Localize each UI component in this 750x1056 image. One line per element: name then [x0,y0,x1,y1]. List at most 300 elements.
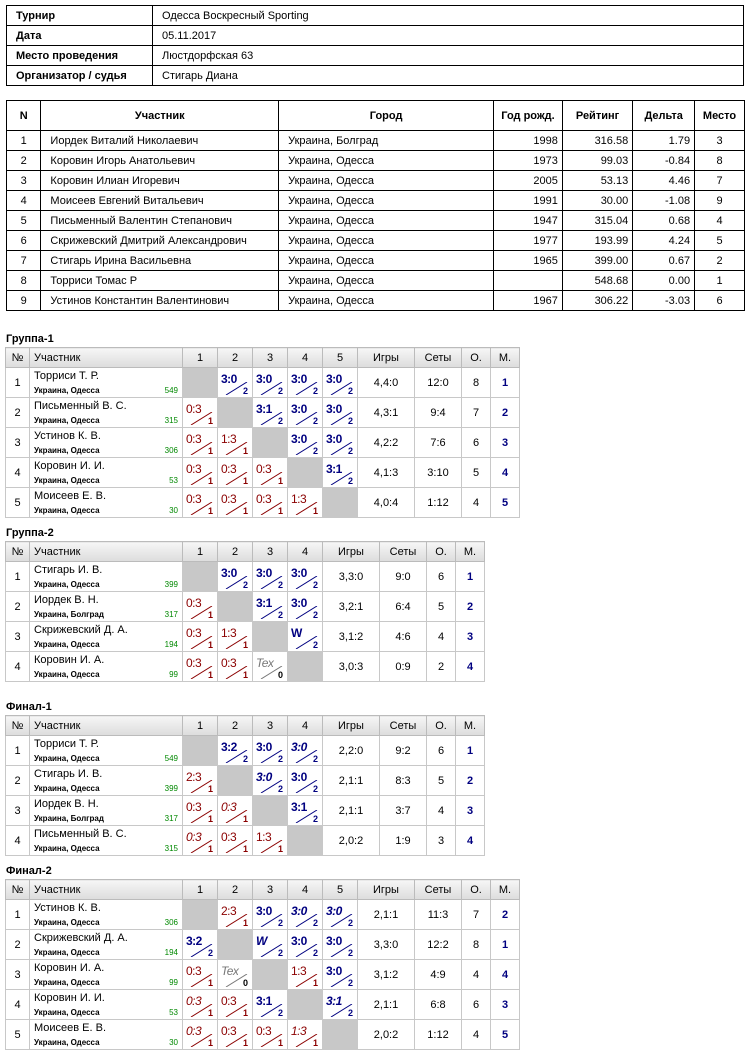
match-result-cell [253,562,288,592]
player-name: Коровин И. И. [34,460,105,472]
match-points: 1 [207,446,213,456]
match-result-cell [218,900,253,930]
match-score: 3:2 [186,934,202,948]
match-points: 1 [207,844,213,854]
match-score: 3:0 [326,964,342,978]
match-score: 0:3 [186,800,202,814]
place-header: М. [456,716,485,736]
points-value: 7 [462,900,491,930]
sets-value: 4:9 [415,960,462,990]
table-cell [494,271,563,291]
row-number: 2 [6,398,30,428]
group-table [5,347,520,518]
table-row [7,291,745,311]
player-cell [30,398,183,428]
self-cell [288,652,323,682]
player-cell [30,990,183,1020]
match-result-cell [183,990,218,1020]
player-rating: 194 [164,948,178,957]
opponent-header: 5 [323,880,358,900]
player-name: Моисеев Е. В. [34,1022,107,1034]
match-result-cell [183,592,218,622]
match-score: 3:0 [326,934,342,948]
match-points: 2 [277,918,283,928]
row-number: 3 [6,960,30,990]
self-cell [183,900,218,930]
column-header: Город [279,101,494,131]
points-value: 6 [462,428,491,458]
match-points: 2 [347,386,353,396]
self-cell [218,930,253,960]
match-result-cell [288,796,323,826]
match-result-cell [253,592,288,622]
games-value: 3,3:0 [358,930,415,960]
match-points: 1 [207,476,213,486]
match-score: 0:3 [221,1024,237,1038]
points-value: 4 [427,622,456,652]
opponent-header: 4 [288,880,323,900]
sets-header: Сеты [380,716,427,736]
table-cell: 1998 [494,131,563,151]
table-row [7,231,745,251]
sets-value: 3:7 [380,796,427,826]
player-name: Стигарь И. В. [34,564,103,576]
match-score: Tex [221,964,239,978]
match-result-cell [218,826,253,856]
group-row [6,428,520,458]
column-header: Участник [41,101,279,131]
match-score: 1:3 [221,432,237,446]
row-number: 1 [6,900,30,930]
table-cell: 193.99 [562,231,632,251]
row-number: 1 [6,736,30,766]
table-cell: Украина, Одесса [279,251,494,271]
match-result-cell [183,428,218,458]
match-score: 3:0 [291,770,307,784]
match-points: 2 [277,416,283,426]
match-result-cell [288,766,323,796]
player-rating: 549 [164,386,178,395]
games-value: 2,1:1 [323,796,380,826]
match-score: 0:3 [186,626,202,640]
match-result-cell [253,736,288,766]
table-cell: Устинов Константин Валентинович [41,291,279,311]
group-title: Финал-1 [6,701,52,713]
player-city: Украина, Болград [34,814,104,823]
row-number: 3 [6,796,30,826]
points-value: 6 [427,562,456,592]
match-score: 0:3 [221,830,237,844]
match-score: 3:0 [256,770,272,784]
points-header: О. [462,880,491,900]
match-result-cell [288,622,323,652]
player-cell [30,736,183,766]
self-cell [288,990,323,1020]
info-row [7,66,744,86]
info-row [7,6,744,26]
place-value: 4 [456,652,485,682]
player-cell [30,766,183,796]
player-city: Украина, Одесса [34,580,100,589]
player-name: Коровин И. И. [34,992,105,1004]
table-cell: 9 [7,291,41,311]
player-cell [30,428,183,458]
match-score: W [256,934,267,948]
match-result-cell [288,562,323,592]
row-number: 4 [6,990,30,1020]
match-score: 2:3 [186,770,202,784]
match-result-cell [218,428,253,458]
player-header: Участник [30,716,183,736]
match-result-cell [323,398,358,428]
match-result-cell [253,458,288,488]
player-city: Украина, Болград [34,610,104,619]
opponent-header: 5 [323,348,358,368]
match-points: 2 [242,754,248,764]
match-points: 1 [207,640,213,650]
match-points: 1 [242,844,248,854]
table-cell: 4 [695,211,745,231]
match-points: 1 [312,978,318,988]
games-header: Игры [323,716,380,736]
player-rating: 99 [169,670,178,679]
match-result-cell [323,930,358,960]
match-points: 2 [312,580,318,590]
match-score: 3:1 [256,596,272,610]
match-score: 3:1 [326,462,342,476]
match-result-cell [323,960,358,990]
column-header: Год рожд. [494,101,563,131]
group-row [6,652,485,682]
player-header: Участник [30,348,183,368]
match-score: 0:3 [221,800,237,814]
player-city: Украина, Одесса [34,1038,100,1047]
points-value: 4 [462,488,491,518]
sets-value: 12:0 [415,368,462,398]
match-score: 3:0 [291,596,307,610]
games-value: 4,2:2 [358,428,415,458]
match-score: 1:3 [291,492,307,506]
num-header: № [6,542,30,562]
table-cell: 315.04 [562,211,632,231]
place-value: 1 [491,930,520,960]
match-points: 1 [242,814,248,824]
player-header: Участник [30,880,183,900]
place-value: 1 [456,736,485,766]
sets-value: 6:8 [415,990,462,1020]
player-city: Украина, Одесса [34,1008,100,1017]
match-points: 2 [312,446,318,456]
opponent-header: 4 [288,348,323,368]
row-number: 1 [6,562,30,592]
match-score: 1:3 [291,964,307,978]
match-result-cell [183,766,218,796]
points-value: 2 [427,652,456,682]
match-score: 0:3 [186,402,202,416]
games-value: 3,1:2 [323,622,380,652]
points-value: 8 [462,930,491,960]
player-city: Украина, Одесса [34,386,100,395]
games-value: 4,1:3 [358,458,415,488]
match-result-cell [288,1020,323,1050]
table-cell: Украина, Одесса [279,191,494,211]
player-name: Скрижевский Д. А. [34,932,128,944]
sets-value: 11:3 [415,900,462,930]
group-row [6,562,485,592]
player-city: Украина, Одесса [34,446,100,455]
points-value: 6 [462,990,491,1020]
info-value: 05.11.2017 [153,26,744,46]
match-score: 0:3 [256,492,272,506]
column-header: Рейтинг [562,101,632,131]
match-result-cell [288,592,323,622]
match-points: 2 [312,814,318,824]
table-cell: 3 [695,131,745,151]
match-score: 3:0 [256,740,272,754]
group-table [5,879,520,1050]
match-score: 3:1 [256,994,272,1008]
table-cell: 1 [7,131,41,151]
player-cell [30,796,183,826]
match-score: 0:3 [221,462,237,476]
match-result-cell [253,766,288,796]
player-header: Участник [30,542,183,562]
table-cell: Иордек Виталий Николаевич [41,131,279,151]
player-name: Коровин И. А. [34,654,105,666]
match-points: 2 [347,918,353,928]
table-row [7,271,745,291]
match-score: 3:0 [291,934,307,948]
row-number: 2 [6,766,30,796]
place-header: М. [456,542,485,562]
match-result-cell [288,368,323,398]
table-cell: Моисеев Евгений Витальевич [41,191,279,211]
opponent-header: 1 [183,348,218,368]
self-cell [218,592,253,622]
match-score: 1:3 [291,1024,307,1038]
player-name: Иордек В. Н. [34,594,99,606]
games-value: 2,1:1 [358,990,415,1020]
match-points: 2 [347,948,353,958]
match-score: 0:3 [186,432,202,446]
match-score: 3:1 [326,994,342,1008]
games-value: 4,0:4 [358,488,415,518]
player-name: Письменный В. С. [34,400,127,412]
table-cell: 306.22 [562,291,632,311]
info-label: Турнир [7,6,153,26]
match-points: 2 [347,1008,353,1018]
table-cell: Стигарь Ирина Васильевна [41,251,279,271]
games-value: 3,3:0 [323,562,380,592]
group-row [6,622,485,652]
player-city: Украина, Одесса [34,844,100,853]
sets-value: 4:6 [380,622,427,652]
games-value: 2,1:1 [358,900,415,930]
table-cell: 9 [695,191,745,211]
points-value: 5 [462,458,491,488]
points-value: 4 [427,796,456,826]
match-score: 3:0 [291,740,307,754]
match-points: 2 [312,784,318,794]
player-cell [30,368,183,398]
games-header: Игры [323,542,380,562]
table-cell: 1973 [494,151,563,171]
match-result-cell [218,1020,253,1050]
match-points: 1 [207,1038,213,1048]
match-points: 1 [312,1038,318,1048]
table-cell: 4 [7,191,41,211]
match-points: 2 [277,784,283,794]
match-score: 0:3 [186,1024,202,1038]
match-points: 1 [242,476,248,486]
group-title: Группа-1 [6,333,54,345]
table-cell: 2005 [494,171,563,191]
info-value: Стигарь Диана [153,66,744,86]
place-value: 3 [491,990,520,1020]
table-cell: 4.24 [633,231,695,251]
place-value: 2 [491,398,520,428]
table-cell: 1 [695,271,745,291]
match-points: 1 [277,476,283,486]
table-cell: 8 [695,151,745,171]
num-header: № [6,348,30,368]
match-score: 3:1 [291,800,307,814]
match-points: 1 [277,506,283,516]
place-value: 3 [456,622,485,652]
tournament-info-table [6,5,744,86]
match-result-cell [323,428,358,458]
place-value: 4 [491,458,520,488]
match-result-cell [218,488,253,518]
player-city: Украина, Одесса [34,948,100,957]
games-header: Игры [358,348,415,368]
group-table [5,541,485,682]
info-value: Люстдорфская 63 [153,46,744,66]
opponent-header: 1 [183,542,218,562]
player-city: Украина, Одесса [34,506,100,515]
match-points: 2 [347,476,353,486]
info-label: Организатор / судья [7,66,153,86]
num-header: № [6,880,30,900]
match-points: 1 [242,1008,248,1018]
self-cell [253,960,288,990]
opponent-header: 1 [183,716,218,736]
match-points: 1 [207,978,213,988]
table-cell: -0.84 [633,151,695,171]
table-cell: 0.67 [633,251,695,271]
match-points: 2 [312,386,318,396]
player-city: Украина, Одесса [34,476,100,485]
group-row [6,930,520,960]
table-cell: 2 [695,251,745,271]
opponent-header: 4 [288,716,323,736]
points-value: 6 [427,736,456,766]
player-rating: 99 [169,978,178,987]
match-points: 1 [207,610,213,620]
match-result-cell [183,930,218,960]
points-value: 3 [427,826,456,856]
match-result-cell [183,488,218,518]
player-cell [30,488,183,518]
match-result-cell [253,488,288,518]
sets-value: 1:9 [380,826,427,856]
match-score: 3:0 [221,566,237,580]
match-score: 3:0 [291,402,307,416]
match-score: 3:2 [221,740,237,754]
opponent-header: 1 [183,880,218,900]
match-result-cell [218,796,253,826]
match-result-cell [253,990,288,1020]
group-row [6,592,485,622]
player-name: Торриси Т. Р. [34,738,99,750]
match-result-cell [218,960,253,990]
match-result-cell [323,458,358,488]
group-row [6,766,485,796]
opponent-header: 4 [288,542,323,562]
match-points: 1 [207,416,213,426]
games-header: Игры [358,880,415,900]
opponent-header: 3 [253,348,288,368]
match-points: 2 [312,918,318,928]
place-value: 2 [456,592,485,622]
table-cell: 1965 [494,251,563,271]
games-value: 2,0:2 [323,826,380,856]
player-name: Устинов К. В. [34,902,101,914]
player-rating: 549 [164,754,178,763]
player-rating: 53 [169,476,178,485]
table-cell: 30.00 [562,191,632,211]
group-row [6,990,520,1020]
player-cell [30,900,183,930]
points-value: 5 [427,766,456,796]
match-score: 3:0 [291,372,307,386]
match-result-cell [253,368,288,398]
match-result-cell [218,458,253,488]
group-row [6,796,485,826]
self-cell [323,1020,358,1050]
table-cell: Коровин Илиан Игоревич [41,171,279,191]
place-value: 2 [456,766,485,796]
row-number: 3 [6,428,30,458]
table-cell: 1947 [494,211,563,231]
self-cell [218,766,253,796]
info-row [7,26,744,46]
match-result-cell [253,1020,288,1050]
player-cell [30,826,183,856]
match-score: 3:0 [326,904,342,918]
player-cell [30,930,183,960]
group-row [6,736,485,766]
match-points: 1 [312,506,318,516]
match-points: 2 [347,446,353,456]
info-label: Место проведения [7,46,153,66]
sets-value: 9:2 [380,736,427,766]
match-result-cell [218,562,253,592]
player-rating: 30 [169,506,178,515]
player-cell [30,1020,183,1050]
match-points: 1 [207,506,213,516]
table-row [7,211,745,231]
player-city: Украина, Одесса [34,784,100,793]
match-score: 0:3 [186,964,202,978]
table-cell: 2 [7,151,41,171]
opponent-header: 2 [218,716,253,736]
match-points: 1 [207,784,213,794]
player-name: Устинов К. В. [34,430,101,442]
place-value: 1 [456,562,485,592]
table-cell: 53.13 [562,171,632,191]
self-cell [323,488,358,518]
